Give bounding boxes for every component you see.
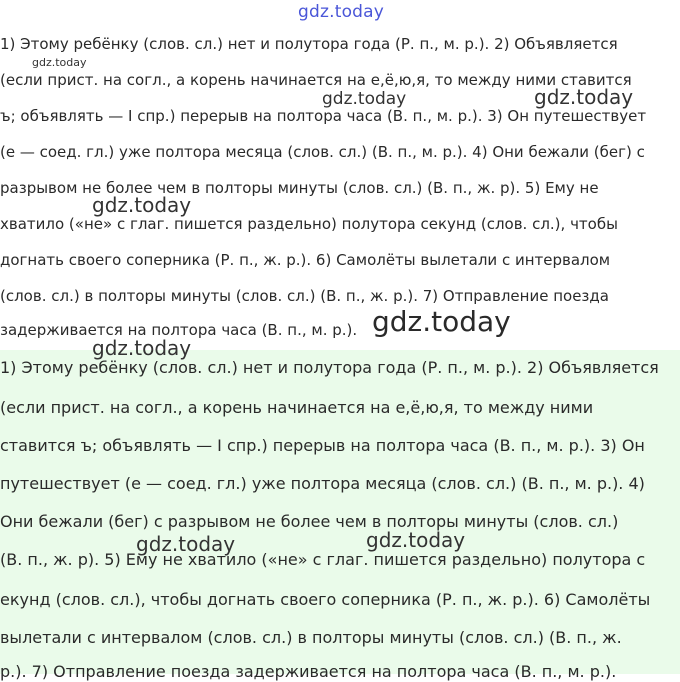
answer-block-2: [0, 336, 680, 681]
watermark: gdz.today: [92, 193, 192, 217]
text-line: задерживается на полтора часа (В. п., м. р.).: [0, 321, 358, 339]
text-line: хватило («не» с глаг. пишется раздельно) полутора секунд (слов. сл.), чтобы: [0, 215, 618, 233]
watermark: gdz.today: [372, 305, 511, 338]
text-line: 1) Этому ребёнку (слов. сл.) нет и полутора года (Р. п., м. р.). 2) Объявляется: [0, 358, 659, 377]
text-line: догнать своего соперника (Р. п., ж. р.). 6) Самолёты вылетали с интервалом: [0, 251, 611, 269]
text-line: вылетали с интервалом (слов. сл.) в полторы минуты (слов. сл.) (В. п., ж.: [0, 628, 622, 647]
text-line: (слов. сл.) в полторы минуты (слов. сл.) (В. п., ж. р.). 7) Отправление поезда: [0, 287, 609, 305]
text-line: ъ; объявлять — I спр.) перерыв на полтора часа (В. п., м. р.). 3) Он путешествует: [0, 107, 647, 125]
watermark: gdz.today: [366, 528, 466, 552]
text-line: ставится ъ; объявлять — I спр.) перерыв на полтора часа (В. п., м. р.). 3) Он: [0, 436, 645, 455]
text-line: екунд (слов. сл.), чтобы догнать своего соперника (Р. п., ж. р.). 6) Самолёты: [0, 590, 651, 609]
watermark: gdz.today: [136, 532, 236, 556]
text-line: (если прист. на согл., а корень начинается на е,ё,ю,я, то между ними ставится: [0, 71, 632, 89]
text-line: (если прист. на согл., а корень начинается на е,ё,ю,я, то между ними: [0, 398, 594, 417]
text-line: разрывом не более чем в полторы минуты (слов. сл.) (В. п., ж. р). 5) Ему не: [0, 179, 599, 197]
text-line: (В. п., ж. р). 5) Ему не хватило («не» с глаг. пишется раздельно) полутора с: [0, 550, 646, 569]
text-line: р.). 7) Отправление поезда задерживается на полтора часа (В. п., м. р.).: [0, 662, 617, 681]
watermark: gdz.today: [92, 336, 192, 360]
text-line: Они бежали (бег) с разрывом не более чем в полторы минуты (слов. сл.): [0, 512, 619, 531]
text-line: путешествует (е — соед. гл.) уже полтора месяца (слов. сл.) (В. п., м. р.). 4): [0, 474, 645, 493]
watermark: gdz.today: [322, 89, 407, 109]
answer-block-1: [0, 26, 680, 348]
header-watermark: gdz.today: [298, 2, 385, 22]
text-line: 1) Этому ребёнку (слов. сл.) нет и полутора года (Р. п., м. р.). 2) Объявляется: [0, 35, 618, 53]
text-line: (е — соед. гл.) уже полтора месяца (слов. сл.) (В. п., м. р.). 4) Они бежали (бег) с: [0, 143, 645, 161]
watermark: gdz.today: [32, 56, 87, 69]
watermark: gdz.today: [534, 85, 634, 109]
